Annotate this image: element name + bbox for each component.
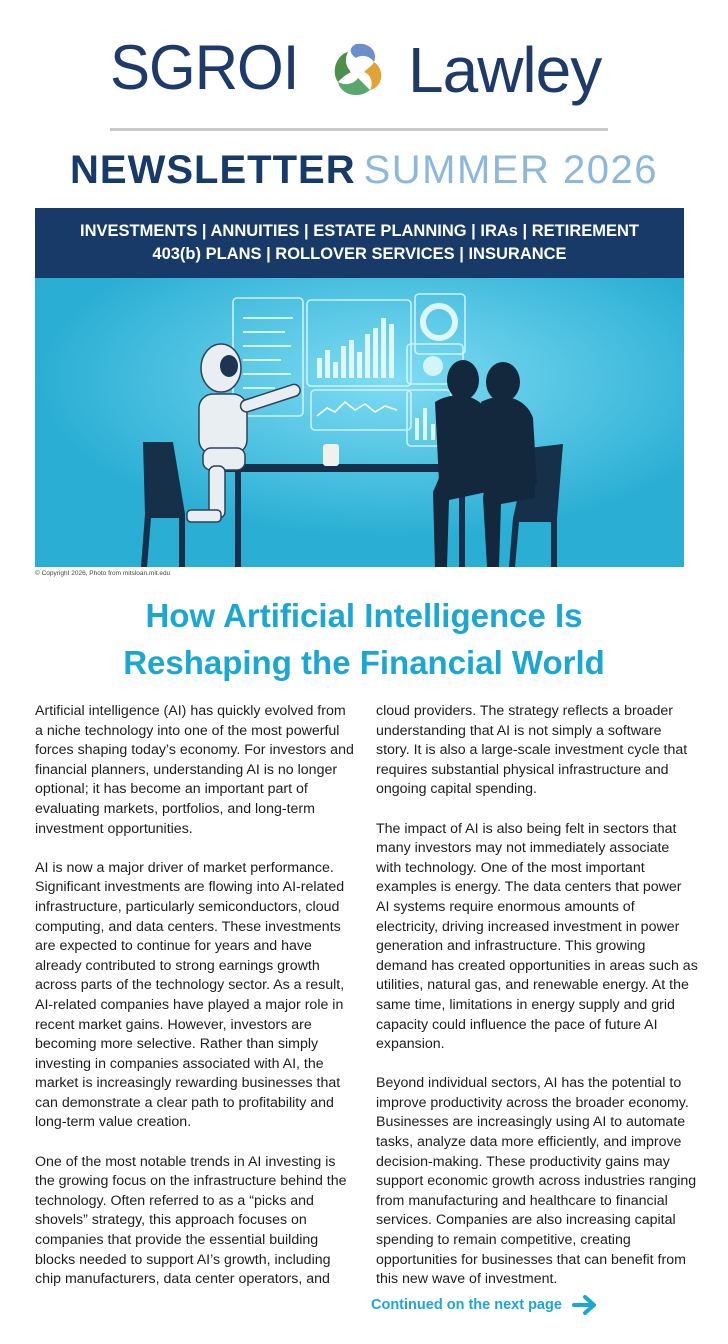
article-headline — [0, 592, 728, 686]
paragraph: The impact of AI is also being felt in sectors that many investors may not immediately associate with technology. One of the most important examples is energy. The data centers that power AI systems require enormous amounts of electricity, driving increased investment in power generation and infrastructure. This growing demand has created opportunities in areas such as utilities, natural gas, and renewable energy. At the same time, limitations in energy supply and grid capacity could influence the pace of future AI expansion. — [376, 820, 698, 1053]
newsletter-season: SUMMER 2026 — [363, 148, 658, 192]
headline-line-2: Reshaping the Financial World — [123, 644, 605, 681]
services-line-1: INVESTMENTS | ANNUITIES | ESTATE PLANNING | IRAs | RETIREMENT — [79, 222, 640, 240]
paragraph: Artificial intelligence (AI) has quickly evolved from a niche technology into one of the most powerful forces shaping today’s economy. For investors and financial planners, understanding AI is no longer optional; it has become an important part of evaluating markets, portfolios, and long-term investment opportunities. — [35, 703, 354, 837]
paragraph: cloud providers. The strategy reflects a broader understanding that AI is not simply a software story. It is also a large-scale investment cycle that requires substantial physical infrastructure and ongoing capital spending. — [376, 703, 688, 798]
header-divider — [110, 128, 608, 131]
headline-line-1: How Artificial Intelligence Is — [145, 597, 583, 634]
logo-right-word: Lawley — [408, 34, 602, 106]
photo-caption: © Copyright 2026, Photo from mitsloan.mit.edu — [35, 570, 171, 577]
services-banner — [35, 208, 684, 278]
continued-label: Continued on the next page — [371, 1297, 562, 1313]
logo-left-word: SGROI — [110, 32, 299, 103]
paragraph: One of the most notable trends in AI investing is the growing focus on the infrastructure behind the technology. Often referred to as a “picks and shovels” strategy, this approach focuses on companies that provide the essential building blocks needed to support AI’s growth, including chip manufacturers, data center operators, and — [35, 1153, 347, 1288]
brand-logo — [0, 34, 728, 114]
swirl-logo-icon — [326, 40, 390, 100]
article-column-right — [376, 702, 698, 1309]
newsletter-title — [0, 144, 728, 196]
services-line-2: 403(b) PLANS | ROLLOVER SERVICES | INSURANCE — [152, 245, 567, 263]
hero-image — [35, 278, 684, 567]
ai-robot-meeting-illustration — [35, 278, 684, 567]
paragraph: Beyond individual sectors, AI has the potential to improve productivity across the broader economy. Businesses are increasingly using AI to automate tasks, analyze data more efficiently, and improve decision-making. These productivity gains may support economic growth across industries ranging from manufacturing and healthcare to financial services. Companies are also increasing capital spending to remain competitive, creating opportunities for businesses that can benefit from this new wave of investment. — [376, 1075, 697, 1288]
article-column-left — [35, 702, 355, 1309]
newsletter-word: NEWSLETTER — [70, 148, 356, 192]
arrow-right-icon — [572, 1294, 598, 1316]
continued-link[interactable] — [371, 1292, 598, 1318]
paragraph: AI is now a major driver of market performance. Significant investments are flowing into AI-related infrastructure, particularly semiconductors, cloud computing, and data centers. These investments are expected to continue for years and have already contributed to strong earnings growth across parts of the technology sector. As a result, AI-related companies have played a major role in recent market gains. However, investors are becoming more selective. Rather than simply investing in companies associated with AI, the market is increasingly rewarding businesses that can demonstrate a clear path to profitability and long-term value creation. — [35, 859, 345, 1131]
